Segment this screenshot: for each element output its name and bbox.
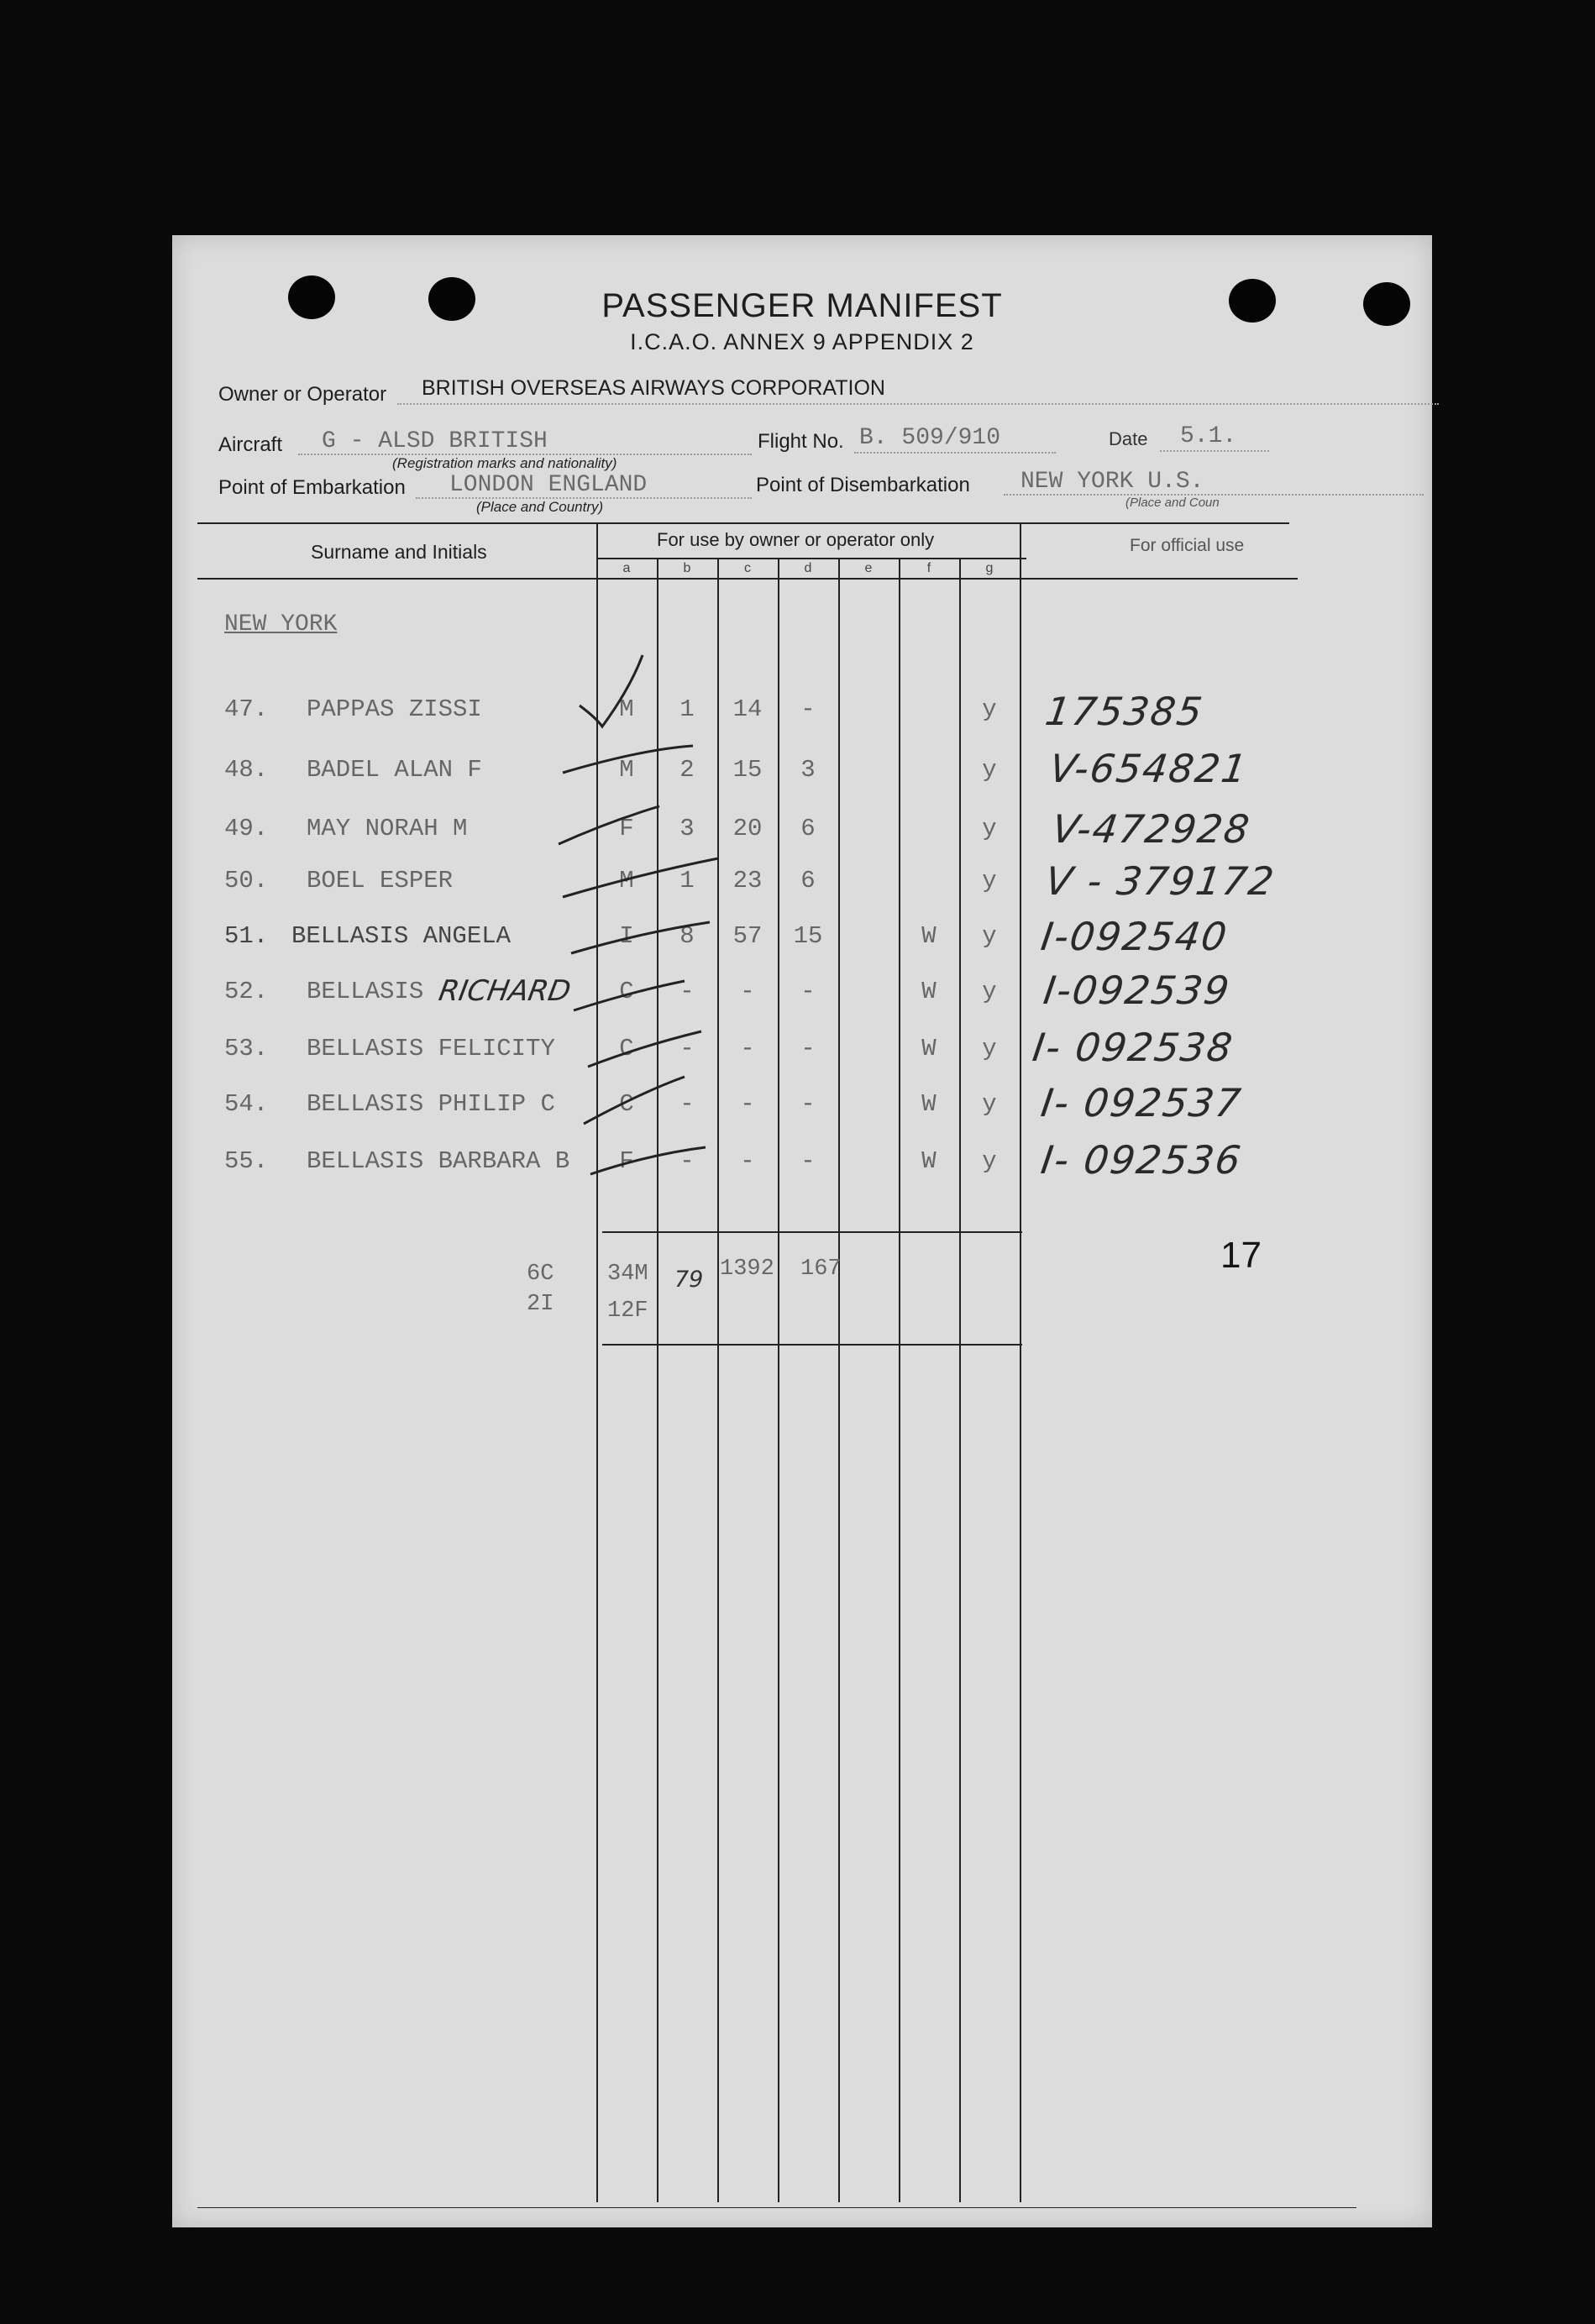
row-number: 48. — [224, 756, 269, 784]
subcolumn-c-header: c — [744, 561, 751, 575]
subcolumn-b-header: b — [683, 561, 691, 575]
row-number: 51. — [224, 922, 269, 950]
row-number: 47. — [224, 695, 269, 723]
cell-b: 1 — [679, 695, 695, 723]
passenger-name: BADEL ALAN F — [307, 756, 482, 784]
totals-label-1: 6C — [527, 1262, 554, 1287]
cell-g: y — [982, 1035, 997, 1062]
date-value: 5.1. — [1180, 423, 1237, 449]
official-number: V-472928 — [1049, 806, 1254, 852]
manifest-subtitle: I.C.A.O. ANNEX 9 APPENDIX 2 — [630, 329, 974, 354]
embarkation-value: LONDON ENGLAND — [449, 472, 648, 498]
cell-c: - — [740, 1090, 755, 1118]
cell-f: W — [921, 1035, 937, 1062]
aircraft-note: (Registration marks and nationality) — [392, 455, 617, 471]
official-use-header: For official use — [1130, 536, 1245, 555]
owner-label: Owner or Operator — [218, 383, 387, 406]
embarkation-label: Point of Embarkation — [218, 476, 406, 499]
totals-b: 79 — [674, 1267, 704, 1293]
cell-a: F — [619, 815, 634, 842]
official-number: 175385 — [1042, 689, 1207, 734]
handwritten-given-name: RICHARD — [436, 974, 574, 1008]
subcolumn-a-header: a — [622, 561, 631, 575]
disembarkation-label: Point of Disembarkation — [756, 474, 970, 496]
cell-a: C — [619, 1035, 634, 1062]
cell-a: F — [619, 1147, 634, 1175]
row-number: 53. — [224, 1035, 269, 1062]
official-number: I-092539 — [1041, 968, 1234, 1013]
cell-b: - — [679, 1035, 695, 1062]
cell-c: 20 — [732, 815, 763, 842]
cell-g: y — [982, 756, 997, 784]
official-number: I- 092538 — [1030, 1025, 1237, 1070]
cell-f: W — [921, 922, 937, 950]
cell-a: I — [619, 922, 634, 950]
strike-mark — [559, 806, 659, 844]
cell-f: W — [921, 978, 937, 1005]
cell-b: 2 — [679, 756, 695, 784]
cell-c: 57 — [732, 922, 763, 950]
passenger-name: BELLASIS BARBARA B — [307, 1147, 570, 1175]
strike-mark — [590, 1147, 706, 1174]
cell-c: 14 — [732, 695, 763, 723]
cell-g: y — [982, 1147, 997, 1175]
cell-b: - — [679, 1147, 695, 1175]
cell-g: y — [982, 978, 997, 1005]
cell-a: C — [619, 1090, 634, 1118]
cell-g: y — [982, 695, 997, 723]
cell-b: 3 — [679, 815, 695, 842]
subcolumn-e-header: e — [864, 561, 873, 575]
totals-d: 167 — [800, 1256, 842, 1282]
strike-mark — [563, 858, 718, 897]
check-mark — [580, 655, 643, 727]
cell-d: - — [800, 1035, 816, 1062]
cell-d: 3 — [800, 756, 816, 784]
subcolumn-d-header: d — [804, 561, 812, 575]
disembarkation-value: NEW YORK U.S. — [1020, 469, 1204, 495]
cell-d: 15 — [793, 922, 823, 950]
subcolumn-g-header: g — [985, 561, 994, 575]
cell-d: - — [800, 695, 816, 723]
cell-g: y — [982, 1090, 997, 1118]
strike-mark — [584, 1077, 685, 1124]
cell-g: y — [982, 867, 997, 894]
row-number: 52. — [224, 978, 269, 1005]
aircraft-label: Aircraft — [218, 433, 283, 456]
cell-c: - — [740, 1147, 755, 1175]
flight-value: B. 509/910 — [859, 425, 1001, 451]
cell-a: M — [619, 756, 634, 784]
owner-use-header: For use by owner or operator only — [657, 529, 935, 550]
cell-c: - — [740, 1035, 755, 1062]
cell-d: 6 — [800, 815, 816, 842]
cell-c: - — [740, 978, 755, 1005]
cell-b: - — [679, 1090, 695, 1118]
passenger-name: BOEL ESPER — [307, 867, 454, 894]
cell-a: C — [619, 978, 634, 1005]
disembarkation-note: (Place and Coun — [1125, 496, 1220, 510]
row-number: 54. — [224, 1090, 269, 1118]
totals-label-2: 2I — [527, 1292, 554, 1317]
cell-d: - — [800, 978, 816, 1005]
cell-c: 15 — [732, 756, 763, 784]
strike-mark — [563, 746, 693, 773]
strike-mark — [574, 981, 685, 1010]
section-label: NEW YORK — [224, 611, 338, 637]
passenger-name: BELLASIS PHILIP C — [307, 1090, 555, 1118]
passenger-name: BELLASIS ANGELA — [291, 922, 512, 950]
row-number: 55. — [224, 1147, 269, 1175]
strike-mark — [588, 1031, 701, 1067]
official-number: V-654821 — [1047, 746, 1251, 791]
cell-a: M — [619, 695, 634, 723]
manifest-sheet — [172, 235, 1432, 2227]
cell-b: - — [679, 978, 695, 1005]
cell-g: y — [982, 922, 997, 950]
totals-a-1: 34M — [607, 1262, 648, 1287]
manifest-title: PASSENGER MANIFEST — [601, 287, 1003, 324]
cell-g: y — [982, 815, 997, 842]
cell-b: 1 — [679, 867, 695, 894]
cell-d: - — [800, 1090, 816, 1118]
page-number: 17 — [1220, 1235, 1262, 1276]
surname-column-header: Surname and Initials — [311, 541, 487, 563]
cell-c: 23 — [732, 867, 763, 894]
totals-c: 1392 — [720, 1256, 774, 1282]
strike-mark — [571, 922, 710, 953]
cell-f: W — [921, 1090, 937, 1118]
official-number: I- 092537 — [1038, 1080, 1246, 1125]
passenger-name: BELLASIS — [307, 978, 424, 1005]
official-number: V - 379172 — [1042, 858, 1278, 904]
official-number: I-092540 — [1038, 914, 1231, 959]
official-number: I- 092536 — [1038, 1137, 1246, 1183]
cell-f: W — [921, 1147, 937, 1175]
date-label: Date — [1109, 428, 1148, 449]
aircraft-value: G - ALSD BRITISH — [322, 428, 548, 454]
owner-value: BRITISH OVERSEAS AIRWAYS CORPORATION — [422, 376, 885, 400]
row-number: 50. — [224, 867, 269, 894]
passenger-name: PAPPAS ZISSI — [307, 695, 482, 723]
passenger-name: MAY NORAH M — [307, 815, 468, 842]
cell-d: 6 — [800, 867, 816, 894]
cell-b: 8 — [679, 922, 695, 950]
passenger-name: BELLASIS FELICITY — [307, 1035, 555, 1062]
embarkation-note: (Place and Country) — [476, 499, 604, 515]
totals-a-2: 12F — [607, 1298, 648, 1324]
handwritten-marks — [172, 235, 1432, 2227]
cell-a: M — [619, 867, 634, 894]
cell-d: - — [800, 1147, 816, 1175]
row-number: 49. — [224, 815, 269, 842]
flight-label: Flight No. — [758, 430, 844, 453]
subcolumn-f-header: f — [926, 561, 931, 575]
